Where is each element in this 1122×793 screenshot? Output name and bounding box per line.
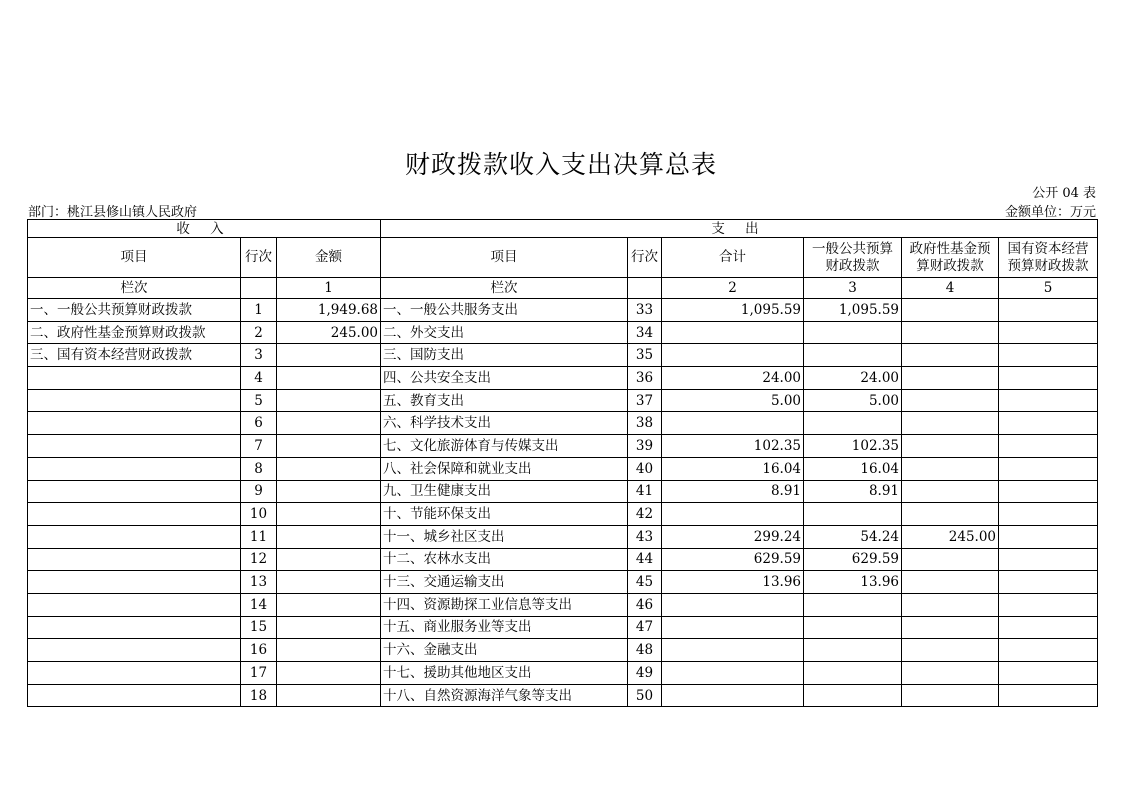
expense-item-cell: 二、外交支出 [381, 321, 628, 344]
income-col-label: 栏次 [28, 278, 241, 299]
state-capital-cell [999, 593, 1098, 616]
total-cell [662, 593, 804, 616]
expense-item-cell: 十一、城乡社区支出 [381, 525, 628, 548]
expense-line-cell: 42 [628, 503, 662, 526]
state-capital-cell [999, 412, 1098, 435]
expense-line-cell: 36 [628, 367, 662, 390]
page-title: 财政拨款收入支出决算总表 [404, 150, 717, 179]
total-cell: 299.24 [662, 525, 804, 548]
fund-budget-cell [902, 571, 999, 594]
income-line-cell: 14 [241, 593, 277, 616]
income-item-cell [28, 412, 241, 435]
expense-line-cell: 48 [628, 639, 662, 662]
general-budget-cell: 102.35 [804, 435, 902, 458]
table-row [28, 525, 1098, 548]
expense-item-cell: 七、文化旅游体育与传媒支出 [381, 435, 628, 458]
expense-line-cell: 44 [628, 548, 662, 571]
income-line-col-number [241, 278, 277, 299]
expense-line-cell: 33 [628, 299, 662, 322]
table-row [28, 389, 1098, 412]
expense-item-header: 项目 [381, 238, 628, 278]
expense-line-col-number [628, 278, 662, 299]
income-amount-cell [277, 548, 381, 571]
state-capital-cell [999, 525, 1098, 548]
general-budget-header: 一般公共预算财政拨款 [804, 238, 902, 278]
income-item-cell [28, 525, 241, 548]
expense-line-cell: 47 [628, 616, 662, 639]
income-amount-cell [277, 480, 381, 503]
fund-budget-cell [902, 321, 999, 344]
general-budget-cell [804, 684, 902, 707]
unit-label: 金额单位：万元 [1004, 205, 1096, 220]
expense-line-cell: 34 [628, 321, 662, 344]
expense-item-cell: 十七、援助其他地区支出 [381, 662, 628, 685]
general-budget-cell [804, 639, 902, 662]
income-line-cell: 8 [241, 457, 277, 480]
state-capital-cell [999, 480, 1098, 503]
income-amount-cell [277, 616, 381, 639]
general-budget-cell: 24.00 [804, 367, 902, 390]
expense-line-cell: 41 [628, 480, 662, 503]
total-cell: 629.59 [662, 548, 804, 571]
table-row [28, 480, 1098, 503]
fund-budget-cell [902, 457, 999, 480]
income-amount-cell [277, 389, 381, 412]
fund-budget-cell [902, 367, 999, 390]
col-number-2: 2 [662, 278, 804, 299]
total-header: 合计 [662, 238, 804, 278]
income-item-cell [28, 457, 241, 480]
col-number-5: 5 [999, 278, 1098, 299]
income-line-cell: 1 [241, 299, 277, 322]
expense-line-cell: 46 [628, 593, 662, 616]
state-capital-cell [999, 639, 1098, 662]
total-cell: 1,095.59 [662, 299, 804, 322]
state-capital-cell [999, 367, 1098, 390]
income-line-cell: 11 [241, 525, 277, 548]
general-budget-cell: 629.59 [804, 548, 902, 571]
table-code: 公开 04 表 [1032, 186, 1096, 201]
table-row [28, 503, 1098, 526]
expense-item-cell: 十四、资源勘探工业信息等支出 [381, 593, 628, 616]
income-item-cell [28, 548, 241, 571]
income-line-cell: 6 [241, 412, 277, 435]
income-amount-cell [277, 412, 381, 435]
income-amount-cell [277, 639, 381, 662]
general-budget-cell [804, 616, 902, 639]
income-line-cell: 2 [241, 321, 277, 344]
income-amount-cell [277, 457, 381, 480]
state-capital-cell [999, 616, 1098, 639]
income-line-cell: 9 [241, 480, 277, 503]
income-item-cell [28, 480, 241, 503]
total-cell: 13.96 [662, 571, 804, 594]
income-header: 收 入 [28, 220, 381, 238]
expense-header: 支 出 [381, 220, 1098, 238]
income-amount-cell [277, 503, 381, 526]
budget-table [27, 219, 1098, 707]
department-label: 部门：桃江县修山镇人民政府 [28, 205, 198, 220]
income-item-cell [28, 616, 241, 639]
expense-line-cell: 43 [628, 525, 662, 548]
expense-item-cell: 十五、商业服务业等支出 [381, 616, 628, 639]
total-cell [662, 344, 804, 367]
state-capital-header: 国有资本经营预算财政拨款 [999, 238, 1098, 278]
table-row [28, 321, 1098, 344]
income-item-cell: 二、政府性基金预算财政拨款 [28, 321, 241, 344]
income-amount-cell [277, 435, 381, 458]
income-amount-header: 金额 [277, 238, 381, 278]
total-cell [662, 321, 804, 344]
income-line-header: 行次 [241, 238, 277, 278]
general-budget-cell [804, 662, 902, 685]
expense-line-cell: 38 [628, 412, 662, 435]
income-item-cell: 三、国有资本经营财政拨款 [28, 344, 241, 367]
general-budget-cell [804, 412, 902, 435]
table-row [28, 412, 1098, 435]
expense-line-header: 行次 [628, 238, 662, 278]
state-capital-cell [999, 548, 1098, 571]
table-row [28, 367, 1098, 390]
fund-budget-cell [902, 299, 999, 322]
expense-item-cell: 五、教育支出 [381, 389, 628, 412]
header-row-section [28, 220, 1098, 238]
income-item-cell: 一、一般公共预算财政拨款 [28, 299, 241, 322]
income-amount-cell: 1,949.68 [277, 299, 381, 322]
income-line-cell: 13 [241, 571, 277, 594]
state-capital-cell [999, 389, 1098, 412]
fund-budget-cell [902, 435, 999, 458]
table-row [28, 299, 1098, 322]
table-row [28, 639, 1098, 662]
income-line-cell: 3 [241, 344, 277, 367]
total-cell [662, 503, 804, 526]
fund-budget-cell [902, 593, 999, 616]
income-item-header: 项目 [28, 238, 241, 278]
expense-line-cell: 39 [628, 435, 662, 458]
table-row [28, 571, 1098, 594]
col-number-4: 4 [902, 278, 999, 299]
income-line-cell: 16 [241, 639, 277, 662]
expense-line-cell: 37 [628, 389, 662, 412]
fund-budget-header: 政府性基金预算财政拨款 [902, 238, 999, 278]
expense-item-cell: 十六、金融支出 [381, 639, 628, 662]
expense-line-cell: 40 [628, 457, 662, 480]
income-amount-cell: 245.00 [277, 321, 381, 344]
general-budget-cell: 8.91 [804, 480, 902, 503]
income-amount-cell [277, 662, 381, 685]
fund-budget-cell [902, 639, 999, 662]
income-amount-cell [277, 571, 381, 594]
column-number-row [28, 278, 1098, 299]
state-capital-cell [999, 571, 1098, 594]
income-line-cell: 7 [241, 435, 277, 458]
income-item-cell [28, 684, 241, 707]
income-line-cell: 18 [241, 684, 277, 707]
state-capital-cell [999, 321, 1098, 344]
col-number-3: 3 [804, 278, 902, 299]
expense-item-cell: 三、国防支出 [381, 344, 628, 367]
expense-line-cell: 49 [628, 662, 662, 685]
header-row-columns [28, 238, 1098, 278]
expense-item-cell: 九、卫生健康支出 [381, 480, 628, 503]
income-item-cell [28, 503, 241, 526]
col-number-1: 1 [277, 278, 381, 299]
income-line-cell: 17 [241, 662, 277, 685]
total-cell: 24.00 [662, 367, 804, 390]
total-cell: 8.91 [662, 480, 804, 503]
expense-item-cell: 一、一般公共服务支出 [381, 299, 628, 322]
state-capital-cell [999, 457, 1098, 480]
income-line-cell: 5 [241, 389, 277, 412]
expense-line-cell: 35 [628, 344, 662, 367]
table-row [28, 435, 1098, 458]
income-line-cell: 12 [241, 548, 277, 571]
expense-item-cell: 四、公共安全支出 [381, 367, 628, 390]
table-row [28, 457, 1098, 480]
expense-item-cell: 十八、自然资源海洋气象等支出 [381, 684, 628, 707]
total-cell [662, 684, 804, 707]
income-item-cell [28, 367, 241, 390]
total-cell [662, 616, 804, 639]
expense-line-cell: 45 [628, 571, 662, 594]
total-cell [662, 662, 804, 685]
general-budget-cell: 13.96 [804, 571, 902, 594]
income-line-cell: 15 [241, 616, 277, 639]
expense-item-cell: 十、节能环保支出 [381, 503, 628, 526]
table-row [28, 344, 1098, 367]
expense-item-cell: 八、社会保障和就业支出 [381, 457, 628, 480]
expense-col-label: 栏次 [381, 278, 628, 299]
general-budget-cell: 1,095.59 [804, 299, 902, 322]
income-item-cell [28, 593, 241, 616]
general-budget-cell: 54.24 [804, 525, 902, 548]
general-budget-cell [804, 593, 902, 616]
fund-budget-cell [902, 548, 999, 571]
total-cell: 102.35 [662, 435, 804, 458]
state-capital-cell [999, 299, 1098, 322]
income-item-cell [28, 571, 241, 594]
expense-item-cell: 十三、交通运输支出 [381, 571, 628, 594]
income-amount-cell [277, 684, 381, 707]
total-cell [662, 639, 804, 662]
income-item-cell [28, 639, 241, 662]
table-row [28, 616, 1098, 639]
fund-budget-cell [902, 344, 999, 367]
fund-budget-cell [902, 662, 999, 685]
table-row [28, 548, 1098, 571]
general-budget-cell [804, 344, 902, 367]
general-budget-cell [804, 321, 902, 344]
state-capital-cell [999, 662, 1098, 685]
table-row [28, 684, 1098, 707]
fund-budget-cell: 245.00 [902, 525, 999, 548]
expense-line-cell: 50 [628, 684, 662, 707]
fund-budget-cell [902, 616, 999, 639]
state-capital-cell [999, 435, 1098, 458]
fund-budget-cell [902, 684, 999, 707]
table-row [28, 662, 1098, 685]
income-line-cell: 4 [241, 367, 277, 390]
table-body [28, 220, 1098, 707]
income-item-cell [28, 389, 241, 412]
total-cell: 5.00 [662, 389, 804, 412]
expense-item-cell: 十二、农林水支出 [381, 548, 628, 571]
state-capital-cell [999, 344, 1098, 367]
general-budget-cell: 5.00 [804, 389, 902, 412]
income-amount-cell [277, 367, 381, 390]
fund-budget-cell [902, 503, 999, 526]
income-item-cell [28, 435, 241, 458]
total-cell: 16.04 [662, 457, 804, 480]
table-row [28, 593, 1098, 616]
state-capital-cell [999, 503, 1098, 526]
fund-budget-cell [902, 412, 999, 435]
income-amount-cell [277, 344, 381, 367]
income-amount-cell [277, 525, 381, 548]
state-capital-cell [999, 684, 1098, 707]
fund-budget-cell [902, 480, 999, 503]
general-budget-cell: 16.04 [804, 457, 902, 480]
income-item-cell [28, 662, 241, 685]
fund-budget-cell [902, 389, 999, 412]
expense-item-cell: 六、科学技术支出 [381, 412, 628, 435]
total-cell [662, 412, 804, 435]
general-budget-cell [804, 503, 902, 526]
income-amount-cell [277, 593, 381, 616]
income-line-cell: 10 [241, 503, 277, 526]
